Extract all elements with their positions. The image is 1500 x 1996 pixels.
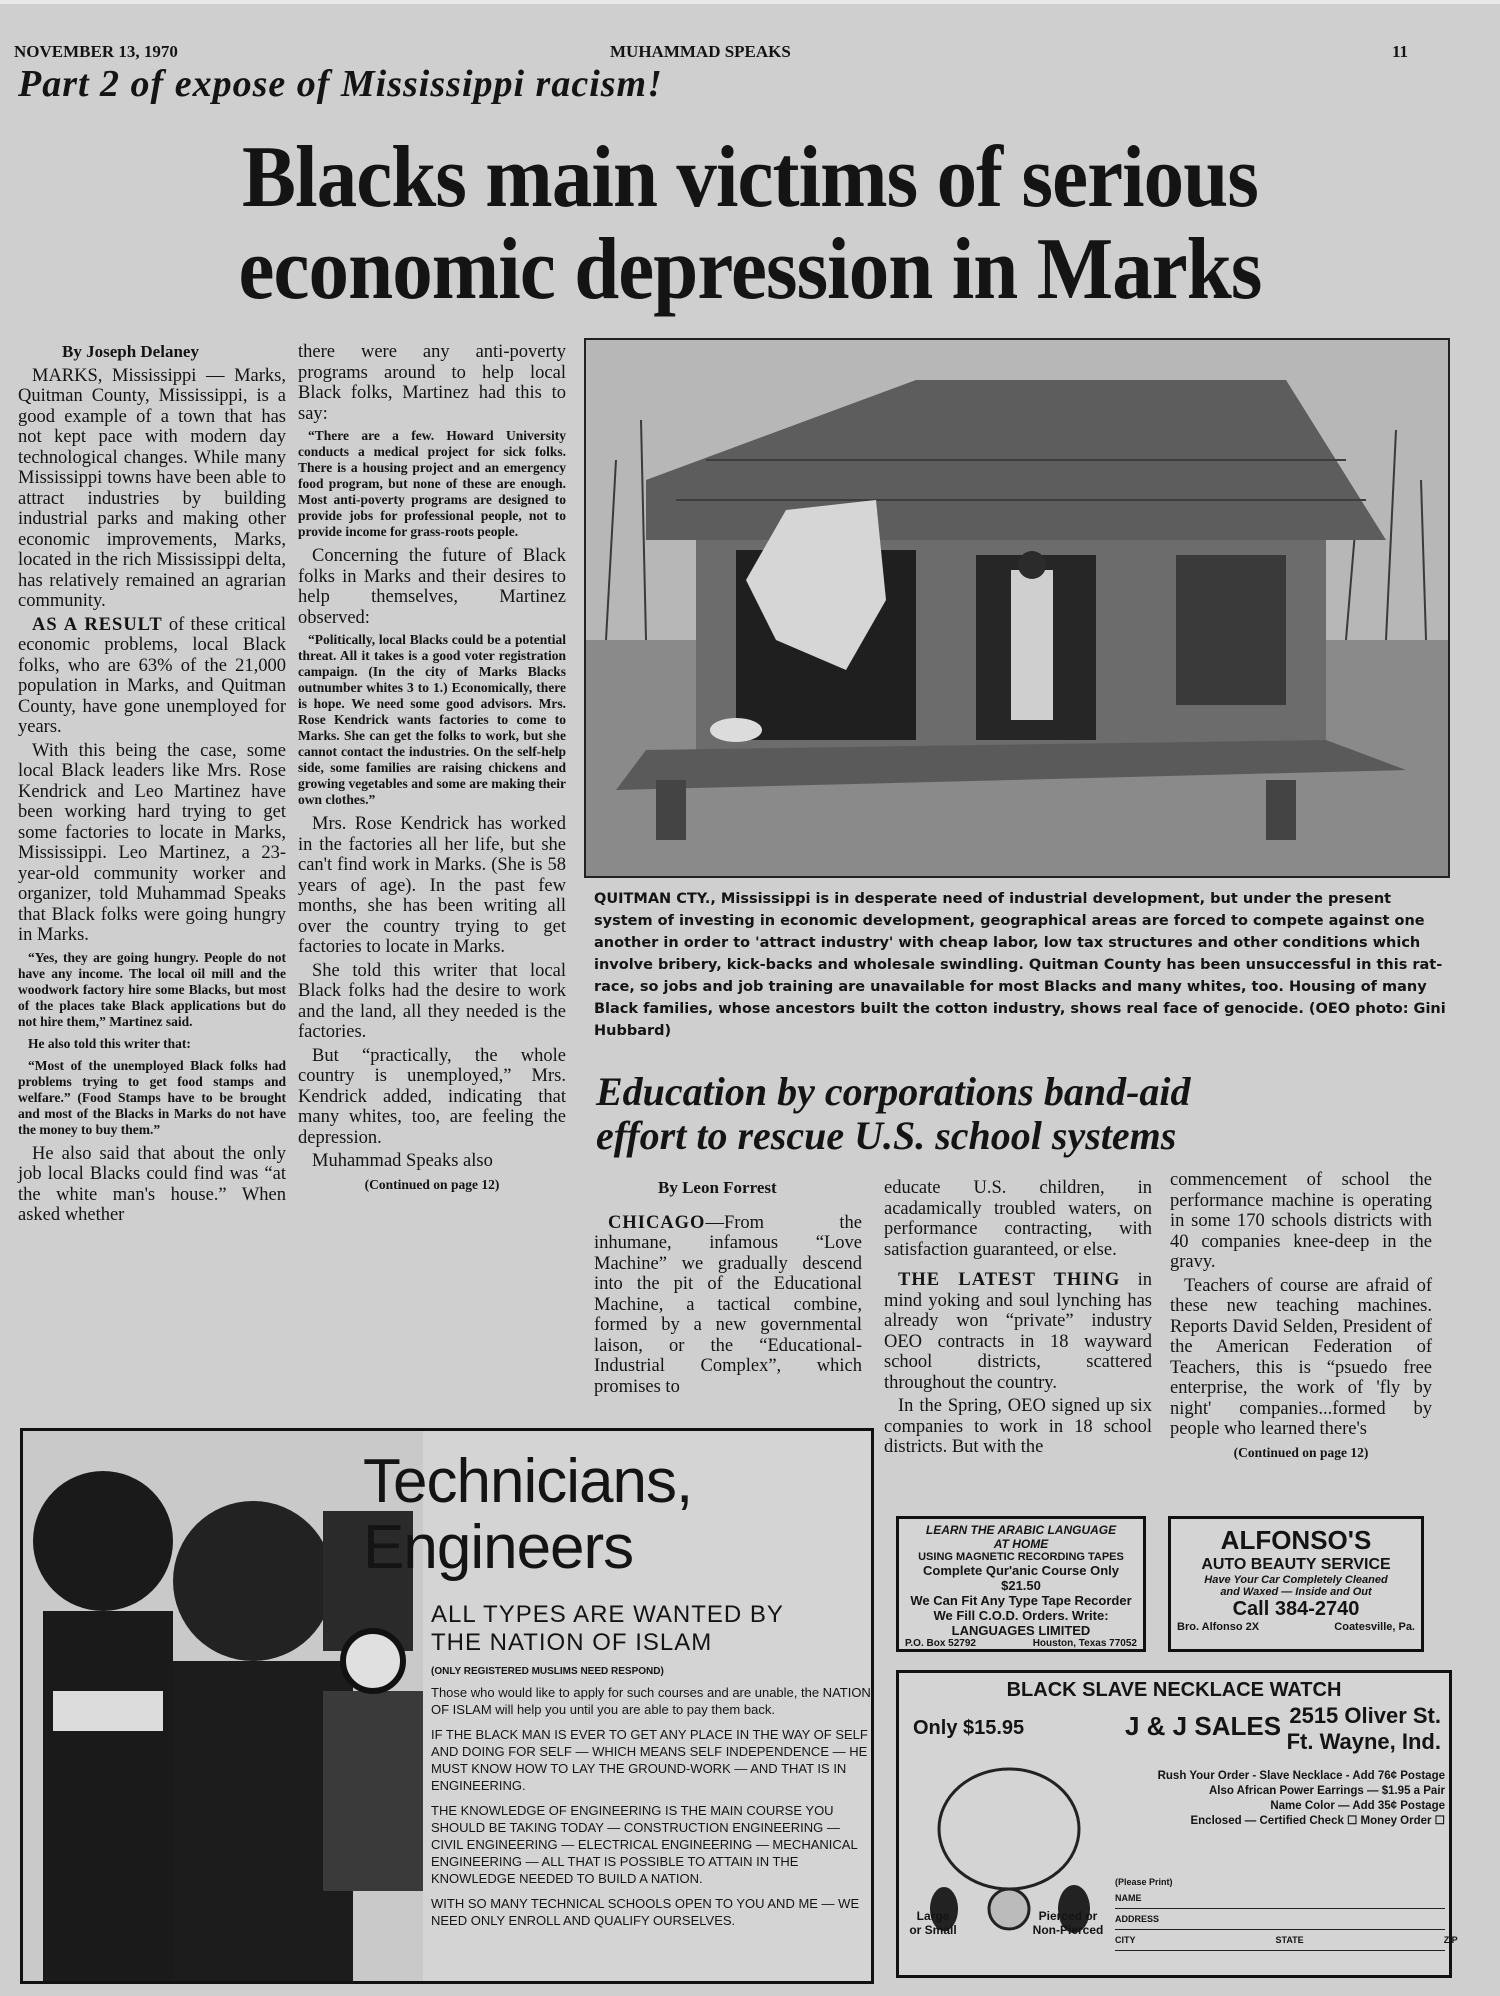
kicker: Part 2 of expose of Mississippi racism!: [18, 63, 663, 105]
arabic-language-ad: [896, 1516, 1146, 1652]
order-name-field[interactable]: NAME: [1115, 1888, 1445, 1909]
arabic-ad-line: Complete Qur'anic Course Only $21.50: [923, 1563, 1119, 1593]
order-form: [1115, 1877, 1458, 1951]
article1-quote: “There are a few. Howard University conducts a medical project for sick folks. There is a housing project and an emergency food program, but none of these are enough. Most anti-poverty programs are designed to provide jobs for professional people, not to provide income for grass-roots people.: [298, 428, 566, 539]
necklace-watch-ad: [896, 1670, 1458, 1978]
alfonso-phone: Call 384-2740: [1232, 1598, 1360, 1620]
order-form-heading: (Please Print): [1115, 1877, 1173, 1887]
article1-para: But “practically, the whole country is unemployed,” Mrs. Kendrick added, indicating that many whites, too, are feeling the depression.: [298, 1045, 566, 1148]
article1-quote: “Politically, local Blacks could be a potential threat. All it takes is a good voter registration campaign. (In the city of Marks Blacks outnumber whites 3 to 1.) Economically, there is hope. We need some good advisors. Mrs. Rose Kendrick wants factories to come to Marks. She can get the folks to work, but she cannot contact the industries. On the self-help side, some families are raising chickens and growing vegetables and some are making their own clothes.”: [298, 632, 566, 807]
article2-column-2: [884, 1178, 1152, 1461]
article1-quote: “Most of the unemployed Black folks had problems trying to get food stamps and welfare.” (Food Stamps have to be brought and most of the Blacks in Marks do not have the money to buy them.”: [18, 1057, 286, 1137]
photo-caption: QUITMAN CTY., Mississippi is in desperate need of industrial development, but under the present system of investing in economic development, geographical areas are forced to compete against one another in order to 'attract industry' with cheap labor, low tax structures and other conditions which involve bribery, kick-backs and wholesale swindling. Quitman County has been unsuccessful in this rat-race, so jobs and job training are unavailable for most Blacks and many whites, too. Housing of many Black families, whose ancestors built the cotton industry, shows real face of genocide. (OEO photo: Gini Hubbard): [594, 891, 1446, 1039]
alfonso-service: AUTO BEAUTY SERVICE: [1201, 1556, 1391, 1573]
ad-paragraph: IF THE BLACK MAN IS EVER TO GET ANY PLACE IN THE WAY OF SELF AND DOING FOR SELF — WHICH MEANS SELF INDEPENDENCE — HE MUST KNOW HOW TO LAY THE GROUND-WORK — AND THAT IS IN ENGINEERING.: [431, 1727, 868, 1793]
ad-note: (ONLY REGISTERED MUSLIMS NEED RESPOND): [431, 1666, 664, 1677]
ad-paragraph: Those who would like to apply for such courses and are unable, the NATION OF ISLAM will help you until you are able to pay them back.: [431, 1685, 871, 1717]
article2-para: THE LATEST THING in mind yoking and soul lynching has already won “private” industry OEO contracts in 18 wayward school districts, scattered throughout the country.: [884, 1270, 1152, 1393]
continued-note: (Continued on page 12): [364, 1176, 500, 1192]
necklace-title: BLACK SLAVE NECKLACE WATCH: [1006, 1679, 1342, 1701]
alfonso-name: ALFONSO'S: [1220, 1525, 1372, 1555]
alfonso-ad: [1168, 1516, 1424, 1652]
issue-date: NOVEMBER 13, 1970: [14, 42, 178, 61]
article2-para: In the Spring, OEO signed up six companies to work in 18 school districts. But with the: [884, 1396, 1152, 1457]
necklace-seller: J & J SALES: [1125, 1711, 1282, 1741]
alfonso-tagline: Have Your Car Completely Cleaned: [1204, 1574, 1388, 1586]
article2-column-1: [594, 1178, 862, 1400]
order-city-field[interactable]: CITY STATE ZIP: [1115, 1930, 1445, 1951]
headline-line-1: Blacks main victims of serious: [242, 129, 1258, 226]
main-headline: [60, 129, 1440, 318]
alfonso-footer: Bro. Alfonso 2X Coatesville, Pa.: [1177, 1621, 1415, 1633]
article1-para: With this being the case, some local Black leaders like Mrs. Rose Kendrick and Leo Martinez have been working hard trying to get some factories to locate in Marks, Mississippi. Leo Martinez, a 23-year-old community worker and organizer, told Muhammad Speaks that Black folks were going hungry in Marks.: [18, 740, 286, 945]
article2-byline: By Leon Forrest: [658, 1178, 777, 1197]
ad-title-line-2: Engineers: [363, 1513, 634, 1582]
article2-para: CHICAGO—From the inhumane, infamous “Love Machine” we gradually descend into the pit of the Educational Machine, a tactical combine, formed by a new governmental laison, or the “Educational-Industrial Complex”, which promises to: [594, 1212, 862, 1397]
scan-edge: [0, 0, 1500, 4]
ad-title: [363, 1449, 692, 1581]
arabic-ad-line: We Can Fit Any Type Tape Recorder: [910, 1593, 1132, 1608]
article1-column-2: [298, 342, 566, 1198]
arabic-ad-line: LEARN THE ARABIC LANGUAGE: [925, 1523, 1117, 1537]
arabic-ad-line: USING MAGNETIC RECORDING TAPES: [918, 1551, 1124, 1563]
article2-headline-line-2: effort to rescue U.S. school systems: [596, 1113, 1177, 1158]
article1-quote: He also told this writer that:: [28, 1035, 191, 1051]
shack-photo: [584, 338, 1450, 878]
photo-illustration: [586, 340, 1450, 878]
page-number: 11: [1392, 42, 1409, 61]
necklace-illustration: [909, 1759, 1109, 1969]
article2-column-3: [1170, 1170, 1432, 1466]
ad-wanted-line-1: ALL TYPES ARE WANTED BY: [431, 1601, 784, 1628]
article1-para: Concerning the future of Black folks in Marks and their desires to help themselves, Martinez observed:: [298, 546, 566, 628]
article1-para: She told this writer that local Black folks had the desire to work and the land, all they needed is the factories.: [298, 960, 566, 1042]
article1-quote: “Yes, they are going hungry. People do not have any income. The local oil mill and the woodwork factory hire some Blacks, but most of the places take Black applications but do not hire them,” Martinez said.: [18, 949, 286, 1029]
article1-para: there were any anti-poverty programs around to help local Black folks, Martinez had this to say:: [298, 342, 566, 424]
necklace-address: 2515 Oliver St. Ft. Wayne, Ind.: [1286, 1703, 1441, 1754]
pierced-option: Pierced or Non-Pierced: [1032, 1909, 1104, 1937]
headline-line-2: economic depression in Marks: [238, 221, 1262, 318]
continued-note: (Continued on page 12): [1233, 1444, 1369, 1460]
article1-para: AS A RESULT of these critical economic problems, local Black folks, who are 63% of the 21,000 population in Marks, and Quitman County, have gone unemployed for years.: [18, 614, 287, 737]
article1-para: Muhammad Speaks also: [312, 1151, 493, 1171]
article1-column-1: [18, 342, 286, 1229]
article2-lead-in: CHICAGO: [608, 1212, 706, 1233]
article2-para: commencement of school the performance machine is operating in some 170 schools districts with 40 companies knee-deep in the gravy.: [1170, 1170, 1432, 1272]
paper-name: MUHAMMAD SPEAKS: [610, 42, 791, 61]
article1-para: MARKS, Mississippi — Marks, Quitman County, Mississippi, is a good example of a town that has not kept pace with modern day technological changes. While many Mississippi towns have been able to attract industries by building industrial parks and making other economic improvements, Marks, located in the rich Mississippi delta, has relatively remained an agrarian community.: [18, 365, 286, 611]
article2-headline-line-1: Education by corporations band-aid: [596, 1069, 1191, 1114]
article2-headline: [596, 1070, 1416, 1158]
article1-lead-in: AS A RESULT: [32, 614, 163, 635]
technicians-ad: [20, 1428, 874, 1984]
article1-para: Mrs. Rose Kendrick has worked in the factories all her life, but she can't find work in Marks. (She is 58 years of age). In the past few months, she has been writing all over the country trying to get factories to locate in Marks.: [298, 814, 566, 957]
ad-paragraph: WITH SO MANY TECHNICAL SCHOOLS OPEN TO YOU AND ME — WE NEED ONLY ENROLL AND QUALIFY OURSELVES.: [431, 1896, 860, 1928]
order-terms: Rush Your Order - Slave Necklace - Add 76¢ Postage Also African Power Earrings — $1.95 a Pair Name Color — Add 35¢ Postage Enclosed — Certified Check ☐ Money Order ☐: [1157, 1770, 1445, 1827]
ad-title-line-1: Technicians,: [363, 1447, 693, 1516]
article2-lead-in-2: THE LATEST THING: [898, 1270, 1121, 1290]
size-option: Large or Small: [909, 1909, 957, 1937]
article2-para: educate U.S. children, in acadamically troubled waters, on performance contracting, with satisfaction guaranteed, or else.: [884, 1178, 1152, 1260]
ad-wanted-line-2: THE NATION OF ISLAM: [431, 1629, 713, 1656]
arabic-ad-line: We Fill C.O.D. Orders. Write:: [933, 1608, 1109, 1623]
article2-para: Teachers of course are afraid of these new teaching machines. Reports David Selden, President of the American Federation of Teachers, this is “psuedo free enterprise, the work of 'fly by night' companies...formed by people who learned there's: [1170, 1275, 1432, 1439]
article1-byline: By Joseph Delaney: [62, 342, 199, 361]
alfonso-tagline: and Waxed — Inside and Out: [1220, 1586, 1372, 1598]
arabic-ad-address: P.O. Box 52792 Houston, Texas 77052: [905, 1638, 1137, 1649]
ad-paragraph: THE KNOWLEDGE OF ENGINEERING IS THE MAIN COURSE YOU SHOULD BE TAKING TODAY — CONSTRUCTION ENGINEERING — CIVIL ENGINEERING — ELECTRICAL ENGINEERING — MECHANICAL ENGINEERING — ALL THAT IS POSSIBLE TO ATTAIN IN THE KNOWLEDGE NEEDED TO BUILD A NATION.: [431, 1803, 858, 1886]
order-address-field[interactable]: ADDRESS: [1115, 1909, 1445, 1930]
arabic-ad-line: LANGUAGES LIMITED: [951, 1623, 1091, 1638]
ad-body: [431, 1601, 871, 1929]
necklace-price: Only $15.95: [913, 1717, 1025, 1739]
arabic-ad-line: AT HOME: [993, 1537, 1049, 1551]
article1-para: He also said that about the only job local Blacks could find was “at the white man's house.” When asked whether: [18, 1143, 286, 1225]
